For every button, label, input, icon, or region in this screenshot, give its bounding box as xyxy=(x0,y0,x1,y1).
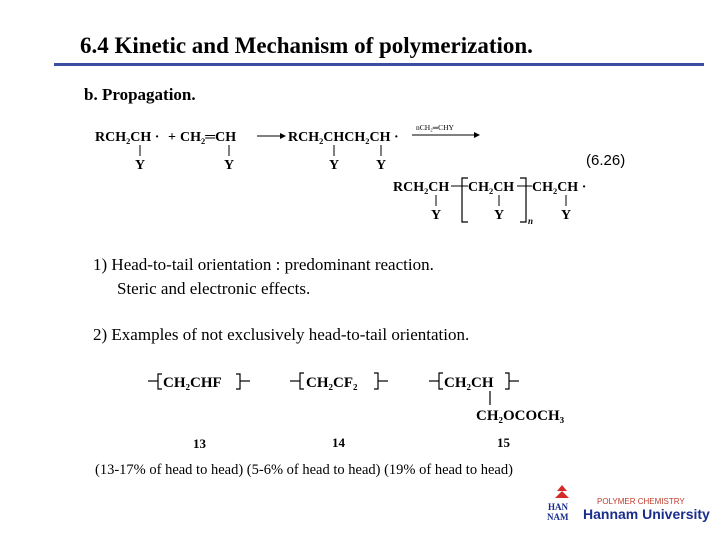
y-substituent: Y xyxy=(561,208,572,223)
point-1: 1) Head-to-tail orientation : predominant reaction. xyxy=(93,255,434,274)
repeat-unit-formula: CH₂CH xyxy=(468,180,515,195)
example-13-number: 13 xyxy=(193,436,206,451)
y-substituent: Y xyxy=(329,158,340,173)
example-14-number: 14 xyxy=(332,435,345,450)
head-to-head-percentages: (13-17% of head to head) (5-6% of head to head) (19% of head to head) xyxy=(95,462,513,478)
reaction-arrow xyxy=(257,133,286,139)
polymer-end-formula: CH₂CH · xyxy=(532,180,587,195)
y-substituent: Y xyxy=(135,158,146,173)
equation-number: (6.26) xyxy=(586,152,626,169)
arrow-label: nCH₂═CHY xyxy=(416,123,454,132)
logo-department: POLYMER CHEMISTRY xyxy=(597,497,685,506)
logo-mark-top: HAN xyxy=(548,502,568,512)
point-2: 2) Examples of not exclusively head-to-tail orientation. xyxy=(93,325,470,344)
logo-university-name: Hannam University xyxy=(583,506,710,522)
reaction-arrow xyxy=(412,132,480,138)
y-substituent: Y xyxy=(224,158,235,173)
plus-sign: + xyxy=(168,130,176,145)
polymer-start-formula: RCH₂CH xyxy=(393,180,450,195)
example-15-branch: CH₂OCOCH₃ xyxy=(476,408,565,424)
y-substituent: Y xyxy=(431,208,442,223)
dimer-radical-formula: RCH₂CHCH₂CH · xyxy=(288,130,399,145)
section-heading: b. Propagation. xyxy=(84,85,196,104)
example-13-formula: CH₂CHF xyxy=(163,375,222,391)
hannam-logo-mark xyxy=(545,483,579,523)
radical-formula: RCH₂CH · xyxy=(95,130,160,145)
logo-mark-bottom: NAM xyxy=(547,512,569,522)
example-14-formula: CH₂CF₂ xyxy=(306,375,358,391)
slide-title: 6.4 Kinetic and Mechanism of polymerization. xyxy=(80,33,533,58)
point-1-detail: Steric and electronic effects. xyxy=(117,279,311,298)
y-substituent: Y xyxy=(376,158,387,173)
example-15-formula: CH₂CH xyxy=(444,375,494,391)
example-15-number: 15 xyxy=(497,435,510,450)
monomer-formula: CH₂═CH xyxy=(180,130,237,145)
y-substituent: Y xyxy=(494,208,505,223)
subscript-n: n xyxy=(528,216,534,226)
